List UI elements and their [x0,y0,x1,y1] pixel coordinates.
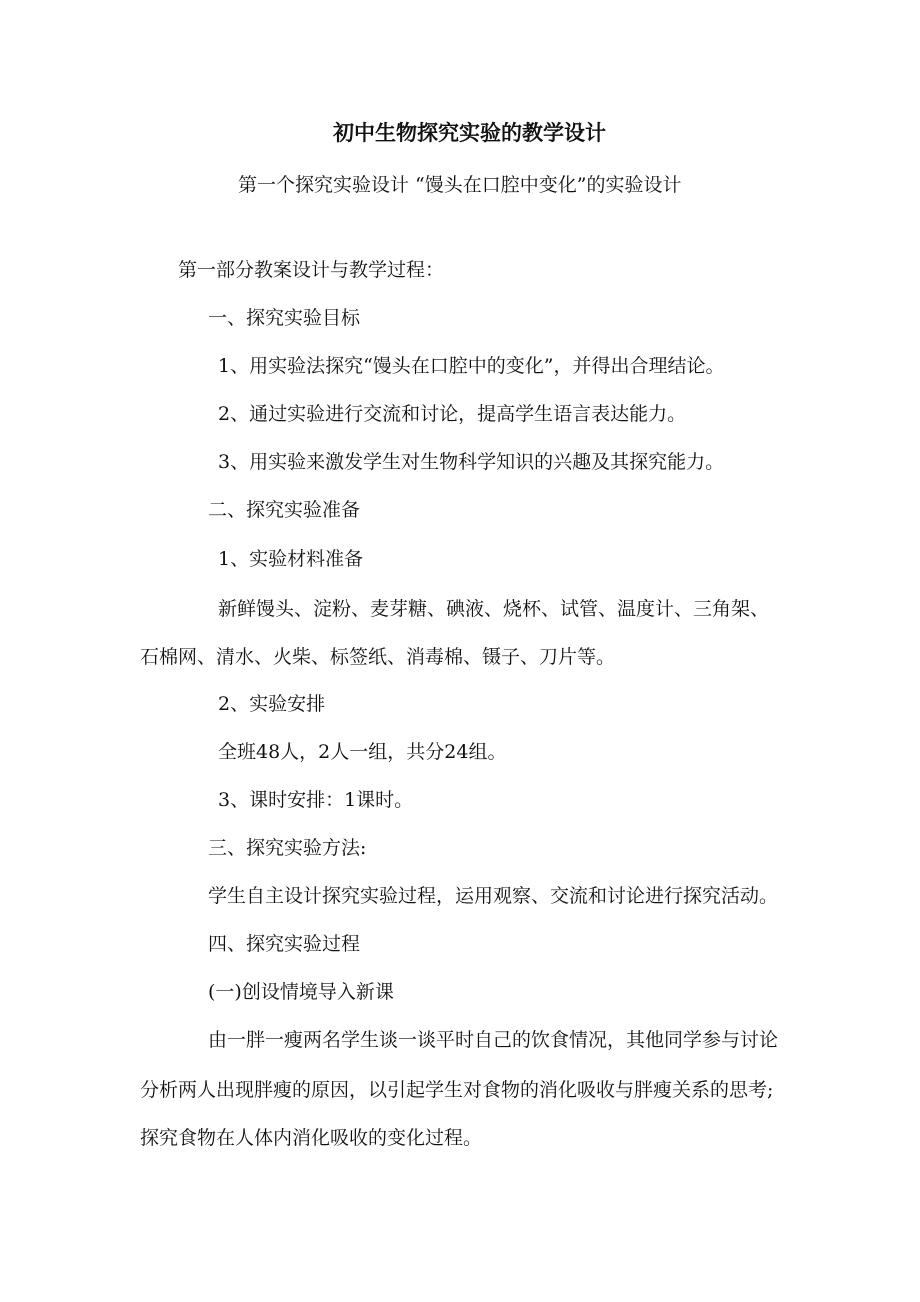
method-text: 学生自主设计探究实验过程，运用观察、交流和讨论进行探究活动。 [208,885,779,907]
section-heading-goals: 一、探究实验目标 [208,307,361,329]
preparation-item-3: 3、课时安排：1课时。 [218,789,414,811]
preparation-item-2: 2、实验安排 [218,693,326,715]
process-subheading-1: (一)创设情境导入新课 [208,981,394,1003]
goal-item-1: 1、用实验法探究“馒头在口腔中的变化”，并得出合理结论。 [218,355,725,377]
preparation-item-1: 1、实验材料准备 [218,548,364,570]
goal-item-2: 2、通过实验进行交流和讨论，提高学生语言表达能力。 [218,403,687,425]
section-heading-method: 三、探究实验方法: [208,837,367,859]
process-paragraph-line-3: 探究食物在人体内消化吸收的变化过程。 [140,1127,483,1149]
materials-line-2: 石棉网、清水、火柴、标签纸、消毒棉、镊子、刀片等。 [140,646,616,668]
arrangement-text: 全班48人，2人一组，共分24组。 [218,741,507,763]
document-subtitle: 第一个探究实验设计 “馒头在口腔中变化”的实验设计 [238,174,682,196]
process-paragraph-line-1: 由一胖一瘦两名学生谈一谈平时自己的饮食情况，其他同学参与讨论 [208,1029,779,1051]
part-heading: 第一部分教案设计与教学过程： [178,259,445,281]
document-title: 初中生物探究实验的教学设计 [333,120,606,145]
section-heading-preparation: 二、探究实验准备 [208,499,361,521]
materials-line-1: 新鲜馒头、淀粉、麦芽糖、碘液、烧杯、试管、温度计、三角架、 [218,598,770,620]
goal-item-3: 3、用实验来激发学生对生物科学知识的兴趣及其探究能力。 [218,451,725,473]
process-paragraph-line-2: 分析两人出现胖瘦的原因，以引起学生对食物的消化吸收与胖瘦关系的思考; [140,1079,774,1101]
section-heading-process: 四、探究实验过程 [208,933,361,955]
